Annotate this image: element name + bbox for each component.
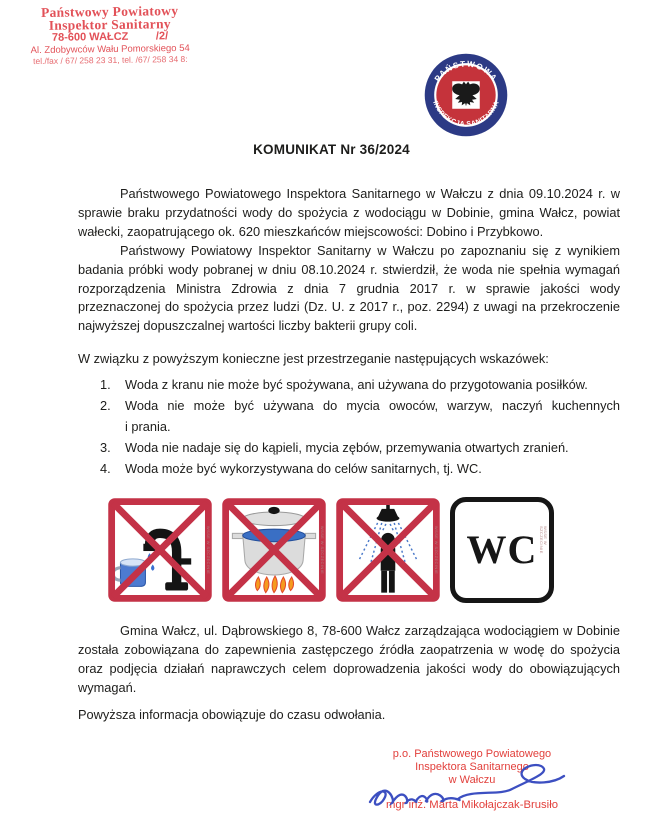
- prohibition-x-icon: [112, 502, 209, 599]
- pictogram-watermark: WSSE W SZCZECINIE: [434, 525, 439, 575]
- stamp-line: Inspektor Sanitarny: [48, 16, 171, 33]
- list-item-text: Woda może być wykorzystywana do celów sanitarnych, tj. WC.: [125, 461, 482, 476]
- list-item-text: Woda nie nadaje się do kąpieli, mycia zębów, przemywania otwartych zranień.: [125, 440, 569, 455]
- body-paragraphs: [78, 185, 620, 336]
- pictogram-watermark: WSSE W SZCZECINIE: [539, 526, 548, 554]
- list-item: [100, 395, 620, 437]
- page-title: KOMUNIKAT Nr 36/2024: [253, 142, 410, 157]
- stamp-line: 78-600 WAŁCZ /2/: [51, 30, 169, 44]
- pictogram-watermark: WSSE W SZCZECINIE: [206, 525, 211, 575]
- list-item-number: 3.: [100, 440, 111, 455]
- signer-title-line: w Wałczu: [448, 774, 496, 786]
- no-drinking-pictogram: [108, 497, 212, 603]
- list-intro: W związku z powyższym konieczne jest przestrzeganie następujących wskazówek:: [78, 351, 549, 366]
- signer-name: mgr inż. Marta Mikołajczak-Brusiło: [385, 799, 558, 811]
- seal-arc-top-text: PAŃSTWOWA: [432, 59, 500, 84]
- office-stamp: [12, 4, 209, 68]
- list-item: [100, 458, 620, 479]
- paragraph-3: Gmina Wałcz, ul. Dąbrowskiego 8, 78-600 Wałcz zarządzająca wodociągiem w Dobinie została zobowiązana do zapewnienia zastępczego źródła zaopatrzenia w wodę do spożycia oraz podjęcia działań naprawczych celem doprowadzenia jakości wody do obowiązujących wymagań.: [78, 623, 620, 695]
- no-drinking-graphic: [108, 497, 212, 603]
- list-item-number: 4.: [100, 461, 111, 476]
- body-paragraph: [78, 622, 620, 698]
- no-cooking-pictogram: [222, 497, 326, 603]
- seal-graphic: [423, 52, 509, 138]
- paragraph-2: Państwowy Powiatowy Inspektor Sanitarny w Wałczu po zapoznaniu się z wynikiem badania próbki wody pobranej w dniu 08.10.2024 r. stwierdził, że woda nie spełnia wymagań rozporządzenia Ministra Zdrowia z dnia 7 grudnia 2017 r. w sprawie jakości wody przeznaczonej do spożycia przez ludzi (Dz. U. z 2017 r., poz. 2294) z uwagi na przekroczenie najwyższej dopuszczalnej wartości liczby bakterii grupy coli.: [78, 242, 620, 334]
- signer-title-line: Inspektora Sanitarnego: [415, 761, 529, 773]
- list-item-line1: Woda nie może być używana do mycia owoców, warzyw, naczyń kuchennych: [125, 398, 620, 413]
- closing-note: Powyższa informacja obowiązuje do czasu odwołania.: [78, 707, 386, 722]
- shower-icon: [377, 502, 400, 521]
- list-item-number: 1.: [100, 377, 111, 392]
- list-item-text: Woda z kranu nie może być spożywana, ani używana do przygotowania posiłków.: [125, 377, 588, 392]
- signature-scrawl: [348, 756, 596, 814]
- sanitary-inspection-seal: [423, 52, 509, 138]
- wc-allowed-pictogram: [450, 497, 554, 603]
- no-shower-graphic: [336, 497, 440, 603]
- list-item: [100, 374, 620, 395]
- guidance-list: [100, 374, 620, 479]
- stamp-line: Państwowy Powiatowy: [40, 3, 179, 20]
- seal-arc-bottom-text: INSPEKCJA SANITARNA: [431, 100, 501, 129]
- pictogram-watermark: WSSE W SZCZECINIE: [320, 525, 325, 575]
- list-item-line2: i prania.: [125, 419, 171, 434]
- list-item: [100, 437, 620, 458]
- signer-title-line: p.o. Państwowego Powiatowego: [392, 748, 552, 760]
- paragraph-1: Państwowego Powiatowego Inspektora Sanitarnego w Wałczu z dnia 09.10.2024 r. w sprawie braku przydatności wody do spożycia z wodociągu w Dobinie, gmina Wałcz, powiat wałecki, zaopatrującego ok. 620 mieszkańców miejscowości: Dobino i Przybkowo.: [78, 186, 620, 239]
- stamp-line: tel./fax / 67/ 258 23 31, tel. /67/ 258 34 8:: [33, 53, 188, 67]
- pictogram-row: [108, 497, 554, 603]
- no-shower-pictogram: [336, 497, 440, 603]
- list-item-text: [118, 395, 620, 437]
- list-item-number: 2.: [100, 398, 111, 413]
- flames-icon: [255, 576, 293, 593]
- wc-label: WC: [466, 526, 538, 572]
- stamp-line: Al. Zdobywców Wału Pomorskiego 54: [30, 42, 190, 57]
- no-cooking-graphic: [222, 497, 326, 603]
